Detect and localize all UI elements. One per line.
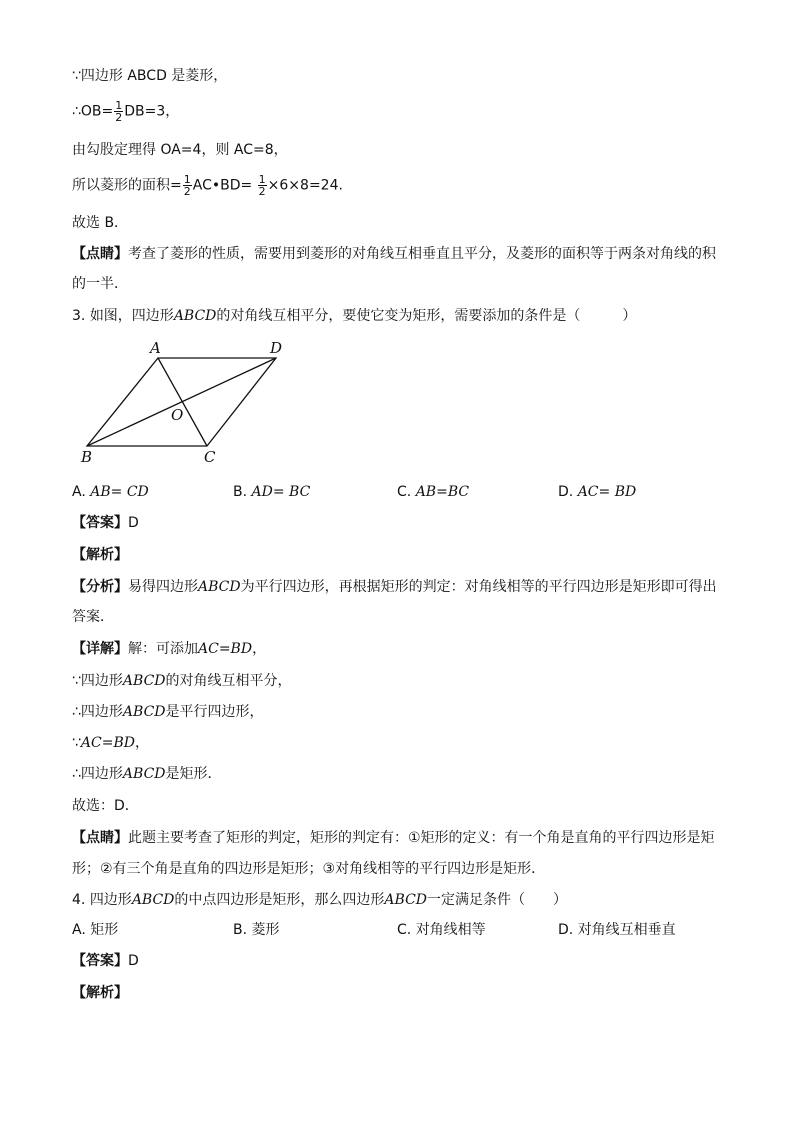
analysis-tag: 【解析】 (72, 985, 128, 1001)
q3-detail-line-1 (72, 639, 266, 659)
q3-note-line-1 (72, 828, 715, 848)
sol2-line-3: 由勾股定理得 OA=4，则 AC=8， (72, 142, 288, 158)
text: 易得四边形 (128, 579, 198, 595)
math-var: ABCD (198, 579, 241, 595)
option-text: 对角线相等 (415, 922, 486, 938)
q3-fenxi-line-2: 答案． (72, 609, 114, 625)
answer-tag: 【答案】 (72, 515, 128, 531)
fraction (114, 100, 123, 123)
note-text: 此题主要考查了矩形的判定，矩形的判定有：①矩形的定义：有一个角是直角的平行四边形是矩 (128, 830, 715, 846)
math-var: AC=BD (80, 735, 135, 751)
denominator: 2 (115, 111, 123, 124)
text: ∵ (72, 735, 81, 751)
sol2-line-5: 故选 B． (72, 215, 129, 231)
vertex-label-a: A (150, 339, 161, 357)
text: 四边形 (89, 892, 132, 908)
q4-answer (72, 951, 139, 971)
math-var: ABCD (131, 892, 175, 908)
diagonal-bd (87, 358, 276, 446)
q4-option-c[interactable] (397, 920, 486, 940)
q3-detail-line-4 (72, 733, 149, 753)
q3-detail-line-3 (72, 702, 264, 722)
text: ∴OB= (72, 103, 114, 120)
question-number: 3. (72, 308, 86, 324)
fraction (258, 174, 267, 197)
text: 一定满足条件（ ） (427, 892, 568, 908)
fenxi-tag: 【分析】 (72, 579, 128, 595)
sol2-line-4 (72, 174, 343, 197)
q4-analysis-heading (72, 983, 128, 1003)
q3-option-a[interactable] (72, 482, 149, 502)
math-var: ABCD (122, 766, 166, 782)
option-label: B. (233, 484, 248, 500)
parallelogram-figure (70, 336, 330, 466)
analysis-tag: 【解析】 (72, 547, 128, 563)
numerator: 1 (115, 99, 123, 112)
q3-detail-line-6: 故选：D． (72, 798, 139, 814)
q4-option-d[interactable] (558, 920, 676, 940)
q3-option-b[interactable] (233, 482, 310, 502)
sol2-line-1: ∵四边形 ABCD 是菱形， (72, 68, 228, 84)
numerator: 1 (183, 173, 191, 186)
math-var: ABCD (173, 308, 217, 324)
q3-option-d[interactable] (558, 482, 636, 502)
numerator: 1 (258, 173, 266, 186)
note-text: 考查了菱形的性质，需要用到菱形的对角线互相垂直且平分，及菱形的面积等于两条对角线的积 (128, 246, 716, 262)
detail-tag: 【详解】 (72, 641, 128, 657)
answer-value: D (128, 515, 139, 531)
math-var: ABCD (384, 892, 428, 908)
text: 的中点四边形是矩形，那么四边形 (174, 892, 385, 908)
text: ×6×8=24. (267, 177, 343, 194)
center-label-o: O (171, 406, 184, 424)
vertex-label-c: C (204, 448, 216, 466)
text: 解：可添加 (128, 641, 198, 657)
fraction (183, 174, 192, 197)
note-tag: 【点睛】 (72, 830, 128, 846)
option-label: B. (233, 922, 248, 938)
q4-option-b[interactable] (233, 920, 280, 940)
question-number: 4. (72, 892, 86, 908)
text: 为平行四边形，再根据矩形的判定：对角线相等的平行四边形是矩形即可得出 (240, 579, 717, 595)
q3-option-c[interactable] (397, 482, 469, 502)
text: ， (252, 641, 267, 657)
sol2-note-line-2: 的一半． (72, 276, 128, 292)
vertex-label-b: B (81, 448, 93, 466)
option-label: A. (72, 922, 86, 938)
vertex-label-d: D (270, 339, 283, 357)
option-text: AC= BD (577, 484, 637, 500)
text: 的对角线互相平分，要使它变为矩形，需要添加的条件是（ ） (216, 308, 637, 324)
option-text: AB=BC (415, 484, 470, 500)
q3-detail-line-2 (72, 671, 292, 691)
text: 是矩形． (165, 766, 222, 782)
option-label: A. (72, 484, 86, 500)
sol2-note-line-1 (72, 244, 716, 264)
answer-value: D (128, 953, 139, 969)
option-text: AB= CD (90, 484, 149, 500)
text: DB=3， (124, 103, 180, 120)
option-label: C. (397, 922, 412, 938)
math-var: AC=BD (198, 641, 253, 657)
option-text: 矩形 (90, 922, 119, 938)
q4-stem (72, 890, 567, 910)
option-label: C. (397, 484, 412, 500)
option-text: 对角线互相垂直 (577, 922, 676, 938)
note-tag: 【点睛】 (72, 246, 128, 262)
text: 是平行四边形， (165, 704, 264, 720)
text: ∴四边形 (72, 704, 123, 720)
option-label: D. (558, 484, 574, 500)
option-text: AD= BC (251, 484, 311, 500)
text: 如图，四边形 (89, 308, 174, 324)
denominator: 2 (183, 185, 191, 198)
text: ∴四边形 (72, 766, 123, 782)
math-var: ABCD (122, 704, 166, 720)
q3-note-line-2: 形；②有三个角是直角的四边形是矩形；③对角线相等的平行四边形是矩形． (72, 861, 546, 877)
answer-tag: 【答案】 (72, 953, 128, 969)
q4-option-a[interactable] (72, 920, 118, 940)
q3-stem (72, 306, 636, 326)
text: 的对角线互相平分， (165, 673, 292, 689)
denominator: 2 (258, 185, 266, 198)
math-var: ABCD (122, 673, 166, 689)
q3-answer (72, 513, 139, 533)
option-label: D. (558, 922, 574, 938)
text: 所以菱形的面积= (72, 177, 182, 194)
text: ， (135, 735, 149, 751)
q3-fenxi-line-1 (72, 577, 717, 597)
text: AC•BD= (192, 177, 257, 194)
sol2-line-2 (72, 100, 179, 123)
option-text: 菱形 (251, 922, 280, 938)
q3-analysis-heading (72, 545, 128, 565)
q3-detail-line-5 (72, 764, 222, 784)
text: ∵四边形 (72, 673, 123, 689)
